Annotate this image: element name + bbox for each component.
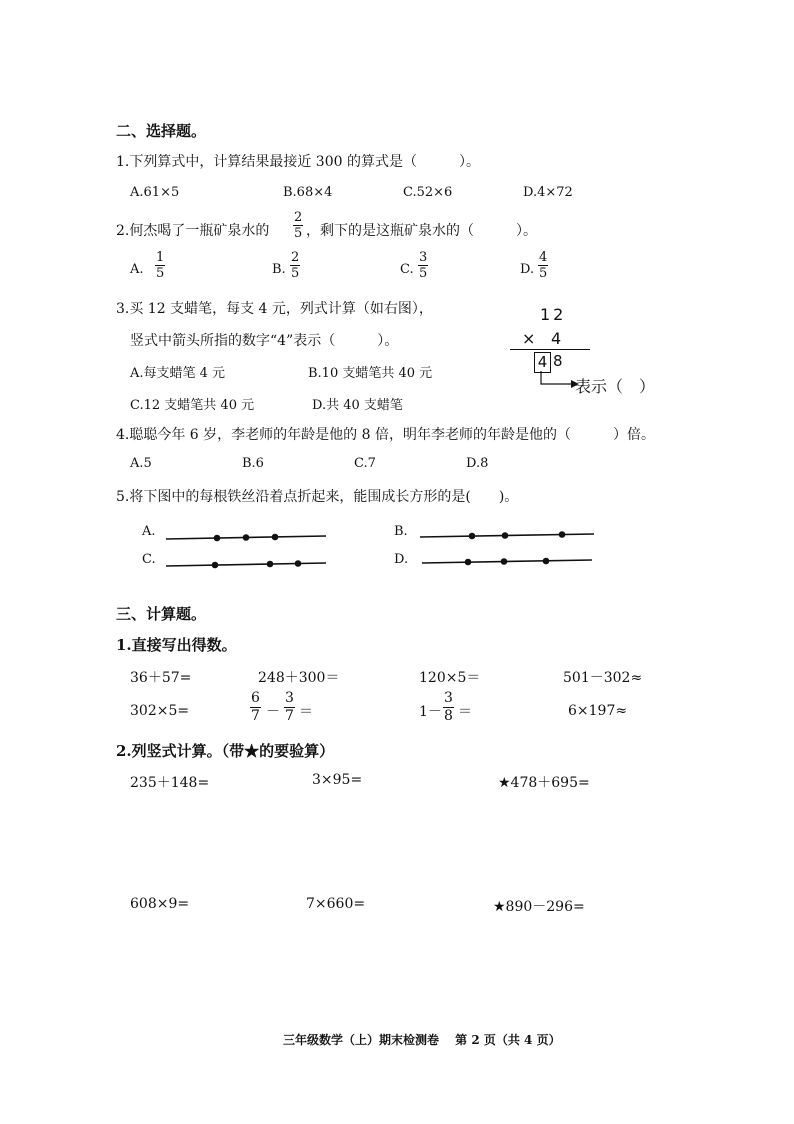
question-4-stem: 4.聪聪今年 6 岁，李老师的年龄是他的 8 倍，明年李老师的年龄是他的（ ）倍。 xyxy=(116,427,655,443)
question-2-stem-before: 2.何杰喝了一瓶矿泉水的 xyxy=(116,223,270,239)
wire-a[interactable] xyxy=(164,530,328,544)
vertical-calc-3: ★478＋695= xyxy=(498,775,590,791)
direct-calc-1: 36＋57= xyxy=(130,670,192,686)
q1-option-a[interactable]: A.61×5 xyxy=(130,185,180,200)
question-3-line2: 竖式中箭头所指的数字“4”表示（ ）。 xyxy=(130,333,399,349)
question-3-line1: 3.买 12 支蜡笔，每支 4 元，列式计算（如右图）， xyxy=(116,301,433,317)
section-title-calculation: 三、计算题。 xyxy=(116,605,207,623)
figure-times-sign: × xyxy=(522,329,536,348)
q2-option-a-fraction: 1 5 xyxy=(156,250,165,281)
q3-option-d[interactable]: D.共 40 支蜡笔 xyxy=(312,398,403,413)
q1-option-b[interactable]: B.68×4 xyxy=(283,185,333,200)
wire-c[interactable] xyxy=(164,557,328,571)
q5-option-a-label[interactable]: A. xyxy=(142,524,156,539)
figure-result-rest: 8 xyxy=(553,352,563,370)
figure-arrow-label: 表示（ ） xyxy=(575,377,656,396)
subsection-title-direct: 1.直接写出得数。 xyxy=(116,636,237,654)
figure-multiplier: 4 xyxy=(551,329,562,348)
direct-calc-2: 248＋300＝ xyxy=(258,670,340,686)
q5-option-c-label[interactable]: C. xyxy=(142,552,156,567)
subsection-title-vertical: 2.列竖式计算。（带★的要验算） xyxy=(116,742,335,760)
question-5-stem: 5.将下图中的每根铁丝沿着点折起来，能围成长方形的是( )。 xyxy=(116,489,519,505)
q4-option-a[interactable]: A.5 xyxy=(130,456,152,471)
q1-option-d[interactable]: D.4×72 xyxy=(523,185,573,200)
q3-option-b[interactable]: B.10 支蜡笔共 40 元 xyxy=(308,366,433,381)
q1-option-c[interactable]: C.52×6 xyxy=(403,185,453,200)
q2-option-d-label[interactable]: D. xyxy=(520,262,535,277)
q2-option-a-label[interactable]: A. xyxy=(130,262,144,277)
direct-calc-3: 120×5＝ xyxy=(419,670,481,686)
section-title-choice: 二、选择题。 xyxy=(116,122,207,140)
direct-calc-5: 302×5= xyxy=(130,703,190,719)
figure-underline xyxy=(510,349,590,350)
question-1-stem: 1.下列算式中，计算结果最接近 300 的算式是（ ）。 xyxy=(116,154,480,170)
figure-boxed-digit: 4 xyxy=(534,352,551,373)
q3-option-c[interactable]: C.12 支蜡笔共 40 元 xyxy=(130,398,255,413)
vertical-calc-5: 7×660= xyxy=(306,896,366,912)
vertical-calc-6: ★890－296= xyxy=(493,899,585,915)
q4-option-d[interactable]: D.8 xyxy=(466,456,489,471)
wire-b[interactable] xyxy=(418,528,596,542)
q2-option-d-fraction: 4 5 xyxy=(539,250,548,281)
q4-option-b[interactable]: B.6 xyxy=(242,456,264,471)
q4-option-c[interactable]: C.7 xyxy=(354,456,376,471)
wire-d[interactable] xyxy=(420,554,594,568)
direct-calc-4: 501－302≈ xyxy=(563,670,643,686)
page-footer: 三年级数学（上）期末检测卷 第 2 页（共 4 页） xyxy=(283,1033,561,1047)
figure-top-number: 12 xyxy=(540,305,567,324)
q2-option-c-label[interactable]: C. xyxy=(400,262,414,277)
q3-option-a[interactable]: A.每支蜡笔 4 元 xyxy=(130,366,226,381)
direct-calc-8: 6×197≈ xyxy=(568,703,628,719)
q2-option-b-label[interactable]: B. xyxy=(272,262,286,277)
vertical-calc-4: 608×9= xyxy=(130,896,190,912)
question-2-stem-fraction: 2 5 xyxy=(294,210,303,241)
q5-option-b-label[interactable]: B. xyxy=(394,524,408,539)
q2-option-b-fraction: 2 5 xyxy=(291,250,300,281)
q2-option-c-fraction: 3 5 xyxy=(419,250,428,281)
vertical-calc-1: 235＋148= xyxy=(130,775,210,791)
vertical-calc-2: 3×95= xyxy=(312,772,363,788)
question-2-stem-after: ，剩下的是这瓶矿泉水的（ ）。 xyxy=(306,223,537,239)
q5-option-d-label[interactable]: D. xyxy=(394,552,409,567)
